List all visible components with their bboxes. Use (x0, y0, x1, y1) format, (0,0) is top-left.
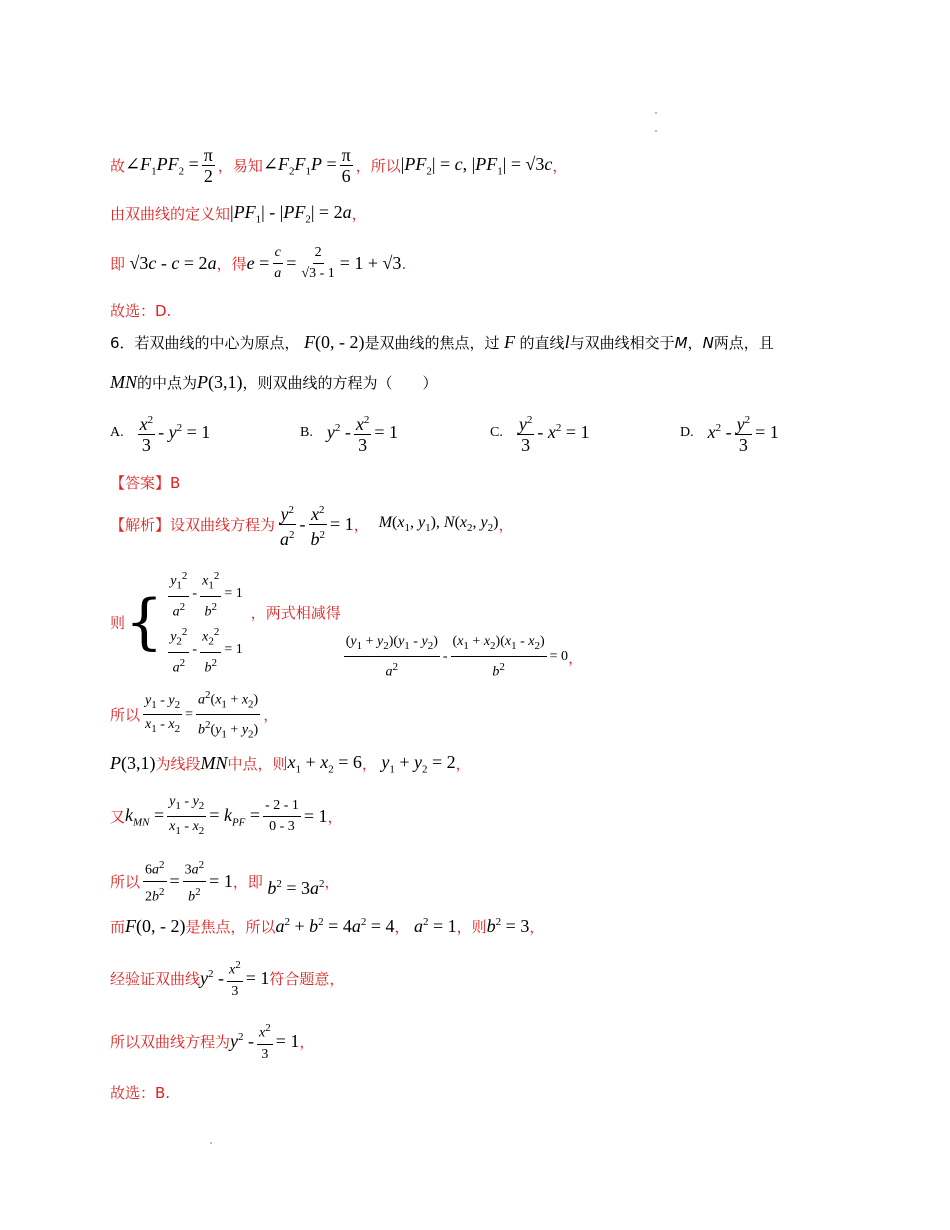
analysis-line8: 经验证双曲线 $y^2$ - $\frac{x^2}{3}$ = 1 符合题意， (110, 955, 344, 1002)
line-angle: 故 $\angle F_1PF_2$ = $\frac{\pi}{2}$ ，易知 $\angle F_2F_1P$ = $\frac{\pi}{6}$ ，所以 $|PF_2| = c$, $|PF_1| = √3c$ ， (110, 145, 568, 186)
formula: $\frac{2}{√3 - 1}$ (301, 245, 335, 281)
analysis-system: 则 { $\frac{y_1^2}{a^2}$ - $\frac{x_1^2}{b^2}$ = 1 $\frac{y_2^2}{a^2}$ - $\frac{x_2^2}{b^2}$ = 1 ，两式相减得 $\frac{(y_1 + y_2)(y_1 - y_2)}{a^2}$ - $\frac{(x_1 + x_2)(x_1 - x_2)}{b^2}$ = 0 ， (110, 562, 583, 682)
option-d[interactable]: D. $x^2$ - $\frac{y^2}{3}$ = 1 (680, 410, 830, 455)
formula: $|PF_1| - |PF_2| = 2a$ (230, 202, 352, 226)
formula: = 1 + √3 (339, 253, 402, 273)
line-eccentricity: 即 √3c - c = 2a ，得 e = $\frac{c}{a}$ = $\frac{2}{√3 - 1}$ = 1 + √3 . (110, 243, 406, 284)
formula: $\frac{\pi}{2}$ (203, 145, 213, 186)
formula: $\frac{\pi}{6}$ (341, 145, 351, 186)
formula: √3c - c = 2a (125, 253, 217, 273)
analysis-line9: 所以双曲线方程为 $y^2$ - $\frac{x^2}{3}$ = 1 ， (110, 1018, 314, 1065)
scan-dot (210, 1142, 212, 1144)
answer-line: 【答案】 B (110, 473, 181, 492)
formula: P(3,1) (197, 372, 243, 392)
analysis-line6: 所以 $\frac{6a^2}{2b^2}$ = $\frac{3a^2}{b^2}$ = 1 ，即 $b^2 = 3a^2$ ， (110, 855, 340, 907)
option-b[interactable]: B. $y^2$ - $\frac{x^2}{3}$ = 1 (300, 410, 490, 455)
formula: $|PF_2| = c$, $|PF_1| = √3c$ (400, 153, 553, 178)
question-6-line1: 6．若双曲线的中心为原点， F(0, - 2) 是双曲线的焦点，过 F 的直线 l 与双曲线相交于 M ， N 两点，且 (110, 332, 774, 352)
formula: $\angle F_1PF_2$ = (125, 153, 199, 178)
line-definition: 由双曲线的定义知 $|PF_1| - |PF_2| = 2a$ ， (110, 202, 367, 226)
formula: e = (246, 253, 270, 273)
options-row (110, 410, 830, 455)
option-a[interactable]: A. $\frac{x^2}{3}$ - $y^2 = 1$ (110, 410, 300, 455)
answer-line-prev: 故选：D. (110, 302, 172, 320)
formula: F(0, - 2) (304, 332, 365, 352)
formula: $\frac{c}{a}$ (274, 245, 282, 281)
option-c[interactable]: C. $\frac{y^2}{3}$ - $x^2 = 1$ (490, 410, 680, 455)
analysis-line1: 【解析】 设双曲线方程为 $\frac{y^2}{a^2}$ - $\frac{x^2}{b^2}$ = 1 ， $M(x_1$, $y_1$), $N(x_2$, $y_2$) ， (110, 500, 513, 549)
scan-dot (655, 130, 657, 132)
formula: $\angle F_2F_1P$ = (262, 153, 337, 178)
analysis-line5: 又 $k_{MN}$ = $\frac{y_1 - y_2}{x_1 - x_2}$ = $k_{PF}$ = $\frac{- 2 - 1}{0 - 3}$ = 1 ， (110, 794, 343, 837)
analysis-line3: 所以 $\frac{y_1 - y_2}{x_1 - x_2}$ = $\frac{a^2(x_1 + x_2)}{b^2(y_1 + y_2)}$ ， (110, 685, 278, 745)
scan-dot (655, 112, 657, 114)
analysis-line7: 而 F(0, - 2) 是焦点，所以 $a^2 + b^2 = 4a^2 = 4$ ， $a^2 = 1$ ，则 $b^2 = 3$ ， (110, 916, 545, 936)
question-6-line2: MN 的中点为 P(3,1) ，则双曲线的方程为（ ） (110, 372, 438, 392)
analysis-final: 故选：B. (110, 1084, 171, 1102)
analysis-line4: P(3,1) 为线段 MN 中点，则 $x_1 + x_2 = 6$ ， $y_1 + y_2 = 2$ ， (110, 752, 471, 776)
